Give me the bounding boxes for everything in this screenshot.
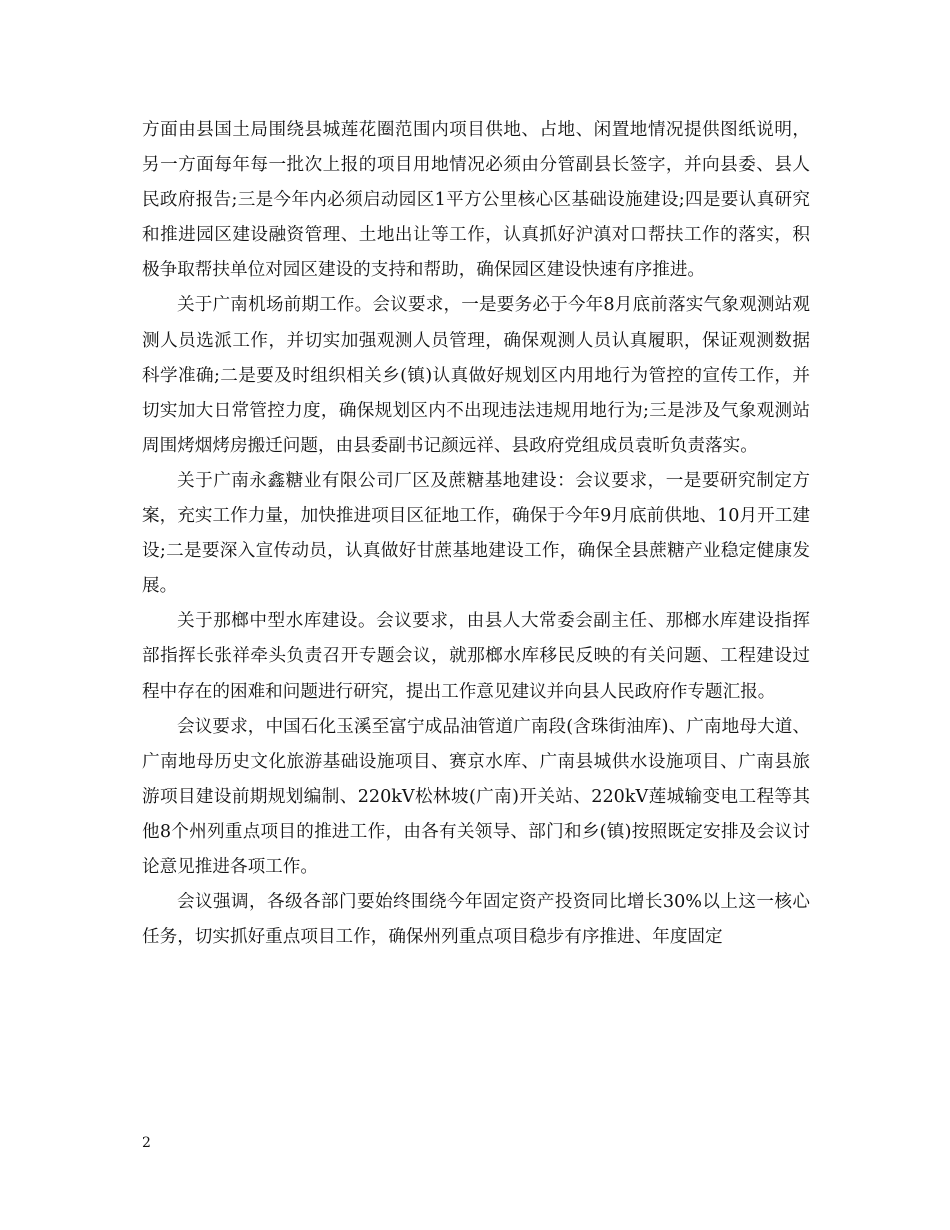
paragraph: 关于那榔中型水库建设。会议要求，由县人大常委会副主任、那榔水库建设指挥部指挥长张祥牵头负责召开专题会议，就那榔水库移民反映的有关问题、工程建设过程中存在的困难和问题进行研究，提出工作意见建议并向县人民政府作专题汇报。 <box>142 611 810 702</box>
paragraph: 关于广南永鑫糖业有限公司厂区及蔗糖基地建设：会议要求，一是要研究制定方案，充实工作力量，加快推进项目区征地工作，确保于今年9月底前供地、10月开工建设;二是要深入宣传动员，认真做好甘蔗基地建设工作，确保全县蔗糖产业稳定健康发展。 <box>142 470 810 597</box>
paragraph: 方面由县国土局围绕县城莲花圈范围内项目供地、占地、闲置地情况提供图纸说明，另一方面每年每一批次上报的项目用地情况必须由分管副县长签字，并向县委、县人民政府报告;三是今年内必须启动园区1平方公里核心区基础设施建设;四是要认真研究和推进园区建设融资管理、土地出让等工作，认真抓好沪滇对口帮扶工作的落实，积极争取帮扶单位对园区建设的支持和帮助，确保园区建设快速有序推进。 <box>142 120 810 281</box>
document-body <box>142 113 810 955</box>
paragraph: 会议强调，各级各部门要始终围绕今年固定资产投资同比增长30%以上这一核心任务，切实抓好重点项目工作，确保州列重点项目稳步有序推进、年度固定 <box>142 892 810 948</box>
paragraph: 关于广南机场前期工作。会议要求，一是要务必于今年8月底前落实气象观测站观测人员选派工作，并切实加强观测人员管理，确保观测人员认真履职，保证观测数据科学准确;二是要及时组织相关乡(镇)认真做好规划区内用地行为管控的宣传工作，并切实加大日常管控力度，确保规划区内不出现违法违规用地行为;三是涉及气象观测站周围烤烟烤房搬迁问题，由县委副书记颜远祥、县政府党组成员袁昕负责落实。 <box>142 295 810 456</box>
page-number: 2 <box>142 1135 151 1151</box>
paragraph: 会议要求，中国石化玉溪至富宁成品油管道广南段(含珠街油库)、广南地母大道、广南地母历史文化旅游基础设施项目、赛京水库、广南县城供水设施项目、广南县旅游项目建设前期规划编制、220kV松林坡(广南)开关站、220kV莲城输变电工程等其他8个州列重点项目的推进工作，由各有关领导、部门和乡(镇)按照既定安排及会议讨论意见推进各项工作。 <box>142 716 810 877</box>
